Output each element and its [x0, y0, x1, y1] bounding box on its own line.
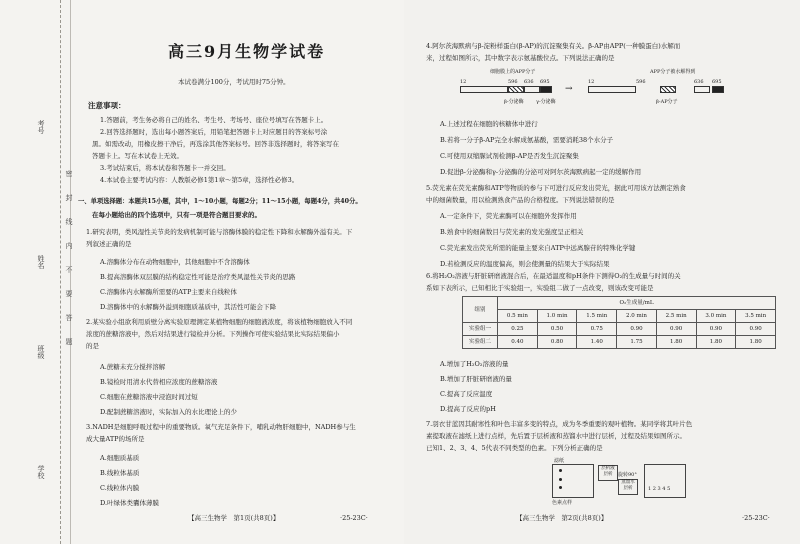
q4-stem: 4.阿尔茨海默病与β-淀粉样蛋白(β-AP)的沉淀聚集有关。β-AP由APP(一种膜蛋白)水解而 [426, 42, 681, 50]
q6-option: A.增加了H₂O₂溶液的量 [440, 360, 509, 368]
app-fragment [694, 86, 710, 93]
app-bar-segment [524, 86, 540, 93]
page-footer: 【高三生物学 第1页(共8页)】 [188, 514, 280, 522]
exam-info: 本试卷满分100分，考试用时75分钟。 [178, 78, 290, 86]
q5-stem: 中的细菌数量，用以检测熟食产品的合格程度。下列说法错误的是 [426, 196, 615, 204]
note-line: 答题卡上。写在本试卷上无效。 [92, 152, 183, 160]
table-time: 3.0 min [696, 310, 736, 323]
table-cell: 0.80 [537, 336, 577, 349]
fig-num: 12 [460, 79, 467, 85]
q5-option: A.一定条件下，荧光素酶可以在细胞外发挥作用 [440, 212, 577, 220]
q5-stem: 5.荧光素在荧光素酶和ATP等物质的参与下可进行反应发出荧光，据此可用该方法测定熟食 [426, 184, 686, 192]
q4-option: A.上述过程在细胞的核糖体中进行 [440, 120, 538, 128]
fig-num: 636 [524, 79, 534, 85]
table-cell: 1.80 [656, 336, 696, 349]
table-cell: 1.80 [696, 336, 736, 349]
q7-stem: 已知1、2、3、4、5代表不同类型的色素。下列分析正确的是 [426, 444, 603, 452]
table-header-o2: O₂生成量/mL [498, 297, 776, 310]
section-heading: 一、单项选择题：本题共15小题，其中，1～10小题，每题2分；11～15小题，每题4分，共40分。 [78, 198, 362, 205]
q2-option: A.蔗糖未充分搅拌溶解 [100, 363, 166, 371]
membrane-segment [540, 86, 552, 93]
q3-option: B.线粒体基质 [100, 469, 140, 477]
notes-heading: 注意事项： [88, 101, 126, 110]
product-label: β-AP分子 [656, 99, 678, 105]
app-bar-segment [460, 86, 508, 93]
q7-stem: 7.羽衣甘蓝因其耐寒性和叶色丰富多变的特点，成为冬季重要的观叶植物。某同学将其叶片色 [426, 420, 693, 428]
q5-option: C.荧光素发出荧光所需的能量主要来自ATP中远离腺苷的特殊化学键 [440, 244, 636, 252]
q3-option: D.叶绿体类囊体薄膜 [100, 499, 160, 507]
q4-figure [460, 66, 760, 116]
exam-title: 高三9月生物学试卷 [168, 42, 326, 61]
q7-stem: 素提取液在滤纸上进行点样，先后置于层析液和蒸馏水中进行层析，过程及结果如图所示。 [426, 432, 686, 440]
table-cell: 0.50 [537, 323, 577, 336]
q6-option: C.提高了反应温度 [440, 390, 493, 398]
q3-stem: 成大量ATP的场所是 [86, 435, 145, 443]
solvent-box [598, 465, 618, 481]
note-line: 黑。如需改动，用橡皮擦干净后，再选涂其他答案标号。回答非选择题时，将答案写在 [92, 140, 339, 148]
origin-label: 色素点样 [552, 500, 573, 506]
right-page [404, 0, 800, 544]
table-time: 2.5 min [656, 310, 696, 323]
table-time: 1.5 min [577, 310, 617, 323]
q4-stem: 来，过程如图所示，其中数字表示氨基酸位点。下列说法正确的是 [426, 54, 615, 62]
table-header-group: 组别 [463, 297, 498, 323]
solvent-label-2: 层析 [603, 472, 613, 477]
fig-num: 596 [636, 79, 646, 85]
note-line: 2.回答选择题时，选出每小题答案后，用铅笔把答题卡上对应题目的答案标号涂 [100, 128, 328, 136]
page-code: ·25-23C· [742, 514, 770, 522]
beta-ap-segment [508, 86, 524, 93]
q1-option: C.溶酶体内水解酶所需要的ATP主要来自线粒体 [100, 288, 237, 296]
beta-ap-molecule [660, 86, 676, 93]
q3-option: C.线粒体内膜 [100, 484, 140, 492]
table-time: 3.5 min [736, 310, 776, 323]
table-cell: 0.90 [617, 323, 657, 336]
table-row-name: 实验组一 [463, 323, 498, 336]
app-fragment [588, 86, 636, 93]
q1-stem: 列叙述正确的是 [86, 240, 132, 248]
label-kaohao: 考号 [37, 120, 45, 134]
water-label: 蒸馏水 [621, 480, 635, 485]
label-xingming: 姓名 [37, 255, 45, 269]
table-time: 0.5 min [498, 310, 538, 323]
q3-option: A.细胞质基质 [100, 454, 140, 462]
seal-text: 密封线内不要答题 [65, 170, 73, 362]
q3-stem: 3.NADH是细胞呼吸过程中的重要物质。氧气充足条件下，哺乳动物肝细胞中，NADH参与生 [86, 423, 356, 431]
q2-stem: 2.某实验小组欲利用质壁分离实验原理测定某植物细胞的细胞液浓度，将该植物细胞放入不同 [86, 318, 353, 326]
q2-option: D.配制蔗糖溶液时，实际加入的水比理论上的少 [100, 408, 238, 416]
fig-num: 12 [588, 79, 595, 85]
note-line: 4.本试卷主要考试内容：人教版必修1第1章～第5章，选择性必修3。 [100, 176, 299, 184]
q6-stem: 系如下表所示，已知相比于实验组一，实验组二做了一点改变，则该改变可能是 [426, 284, 654, 292]
q2-stem: 的是 [86, 342, 99, 350]
pigment-spots [559, 469, 563, 489]
q2-stem: 浓度的蔗糖溶液中，然后对结果进行镜检并分析。下列操作可使实验结果比实际结果偏小 [86, 330, 340, 338]
fig-num: 695 [540, 79, 550, 85]
note-line: 1.答题前，考生务必将自己的姓名、考生号、考场号、座位号填写在答题卡上。 [100, 116, 328, 124]
label-banji: 班级 [37, 345, 45, 359]
note-line: 3.考试结束后，将本试卷和答题卡一并交回。 [100, 164, 230, 172]
arrow-icon: → [565, 84, 573, 94]
table-cell: 0.75 [577, 323, 617, 336]
q4-option: B.若将一分子β-AP完全水解成氨基酸，需要消耗38个水分子 [440, 136, 614, 144]
table-cell: 1.75 [617, 336, 657, 349]
q6-option: D.提高了反应的pH [440, 405, 496, 413]
q1-stem: 1.研究表明，类风湿性关节炎的发病机制可能与溶酶体膜的稳定性下降和水解酶外溢有关。下 [86, 228, 353, 236]
q6-stem: 6.将H₂O₂溶液与肝脏研磨液混合后，在最适温度和pH条件下测得O₂的生成量与时间的关 [426, 272, 681, 280]
q1-option: A.溶酶体分布在动物细胞中，其他细胞中不含溶酶体 [100, 258, 250, 266]
solvent-label: 层析液 [601, 466, 615, 471]
result-paper [644, 464, 686, 498]
fig-fragment-label: APP分子被水解得到 [650, 69, 696, 75]
label-xuexiao: 学校 [37, 465, 45, 479]
seal-line [60, 0, 61, 544]
fig-num: 636 [694, 79, 704, 85]
fig-num: 695 [712, 79, 722, 85]
q7-figure [548, 455, 698, 505]
app-fragment [712, 86, 724, 93]
table-cell: 0.40 [498, 336, 538, 349]
table-cell: 1.80 [736, 336, 776, 349]
section-subheading: 在每小题给出的四个选项中，只有一项是符合题目要求的。 [92, 211, 261, 219]
water-box [618, 479, 638, 495]
water-label-2: 层析 [623, 486, 633, 491]
q6-data-table [462, 296, 776, 349]
q6-option: B.增加了肝脏研磨液的量 [440, 375, 512, 383]
q4-option: D.促进β-分泌酶和γ-分泌酶的分泌可对阿尔茨海默病起一定的缓解作用 [440, 168, 642, 176]
q1-option: D.溶酶体中的水解酶外溢到细胞质基质中，其活性可能会下降 [100, 303, 277, 311]
fig-membrane-label: 细胞膜上的APP分子 [490, 69, 536, 75]
filter-paper-square [552, 464, 594, 498]
fig-num: 596 [508, 79, 518, 85]
page-footer: 【高三生物学 第2页(共8页)】 [516, 514, 608, 522]
table-cell: 1.40 [577, 336, 617, 349]
table-time: 2.0 min [617, 310, 657, 323]
table-cell: 0.90 [696, 323, 736, 336]
q5-option: D.若检测反应的温度偏高，则会使测量的结果大于实际结果 [440, 260, 610, 268]
enzyme-beta-label: β-分泌酶 [504, 99, 524, 105]
q5-option: B.熟食中的细菌数目与荧光素的发光强度呈正相关 [440, 228, 584, 236]
q4-option: C.可使用双缩脲试剂检测β-AP是否发生沉淀聚集 [440, 152, 579, 160]
q2-option: C.细胞在蔗糖溶液中浸泡时间过短 [100, 393, 198, 401]
table-cell: 0.90 [736, 323, 776, 336]
enzyme-gamma-label: γ-分泌酶 [536, 99, 556, 105]
table-row-name: 实验组二 [463, 336, 498, 349]
page-code: ·25-23C· [340, 514, 368, 522]
rotate-label: 旋转90° [618, 472, 637, 478]
q2-option: B.镜检时用清水代替相应浓度的蔗糖溶液 [100, 378, 218, 386]
table-cell: 0.90 [656, 323, 696, 336]
table-row [463, 323, 776, 336]
table-row [463, 336, 776, 349]
table-cell: 0.25 [498, 323, 538, 336]
filter-paper-label: 滤纸 [554, 458, 565, 464]
q1-option: B.提高溶酶体双层膜的结构稳定性可能是治疗类风湿性关节炎的思路 [100, 273, 296, 281]
table-time: 1.0 min [537, 310, 577, 323]
pigment-numbers: 1 2 3 4 5 [648, 486, 671, 492]
